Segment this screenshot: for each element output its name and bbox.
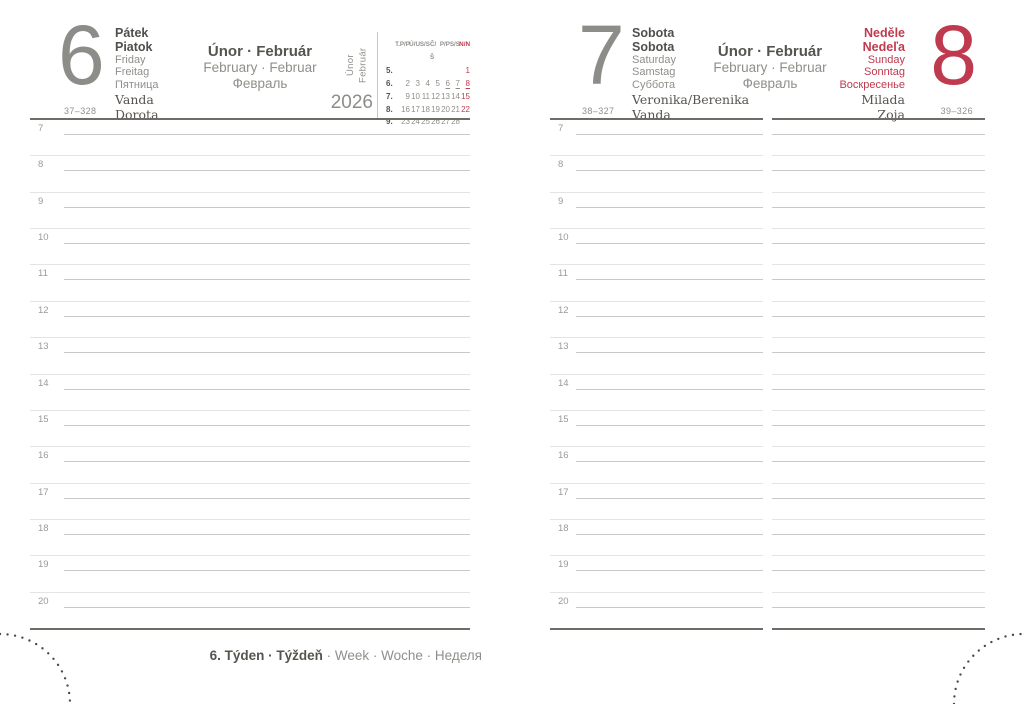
month-title-ru: Февраль (742, 76, 798, 91)
hour-label: 15 (38, 413, 49, 425)
hour-row (550, 265, 763, 301)
day-name-ru: Суббота (632, 78, 676, 91)
day-name-sk: Sobota (632, 39, 675, 54)
day-number-8: 8 (930, 8, 975, 102)
hour-label: 8 (558, 159, 564, 171)
hour-row (30, 120, 470, 156)
hour-line (772, 425, 985, 426)
day-name-en: Sunday (867, 54, 905, 66)
mini-cal-day: 25 (421, 117, 430, 127)
hour-label: 10 (558, 232, 569, 244)
week-label-bold: 6. Týden · Týždeň (209, 648, 323, 663)
day-name-de: Samstag (632, 66, 676, 79)
mini-cal-header-cell: Ú/U (409, 41, 420, 48)
mini-cal-header-cell: N/N (459, 41, 470, 48)
hour-row (772, 593, 985, 628)
hour-row (772, 520, 985, 556)
day-name-cs: Pátek (115, 26, 149, 40)
hour-line (64, 498, 470, 499)
name-day-2: Vanda (632, 107, 671, 123)
hour-line (576, 316, 763, 317)
hour-row (772, 120, 985, 156)
corner-perforation-left (0, 624, 80, 704)
hour-row (772, 375, 985, 411)
hour-label: 19 (558, 559, 569, 571)
mini-cal-day: 11 (421, 91, 430, 101)
hour-line (64, 352, 470, 353)
mini-cal-week-number: 5. (386, 65, 393, 75)
hour-label: 20 (38, 595, 49, 607)
hour-label: 7 (558, 123, 564, 134)
hour-line (64, 316, 470, 317)
mini-cal-day: 6 (445, 78, 450, 88)
sunday-names-block (839, 27, 905, 121)
name-day-2: Dorota (115, 107, 159, 123)
mini-cal-week-number: 6. (386, 78, 393, 88)
hour-label: 19 (38, 559, 49, 571)
hour-line (576, 534, 763, 535)
mini-cal-day: 9 (405, 91, 410, 101)
mini-cal-day: 18 (421, 104, 430, 114)
mini-cal-week-number: 7. (386, 91, 393, 101)
hour-row (30, 447, 470, 483)
mini-cal-day: 16 (401, 104, 410, 114)
hour-row (550, 338, 763, 374)
hour-row (550, 156, 763, 192)
hour-line (772, 389, 985, 390)
hour-row (550, 520, 763, 556)
hour-line (576, 207, 763, 208)
mini-cal-header-cell: P/P (439, 41, 450, 48)
day-of-year-code-8: 39–326 (940, 106, 973, 116)
hour-line (64, 170, 470, 171)
hour-line (772, 316, 985, 317)
day-name-ru: Воскресенье (839, 78, 905, 91)
hour-line (64, 134, 470, 135)
hour-row (30, 156, 470, 192)
hour-line (576, 134, 763, 135)
hour-label: 9 (38, 195, 44, 207)
hour-line (772, 570, 985, 571)
mini-cal-day: 28 (451, 117, 460, 127)
hour-label: 11 (558, 268, 568, 280)
hour-line (576, 498, 763, 499)
hour-line (64, 243, 470, 244)
hour-row (772, 556, 985, 592)
hour-row (30, 593, 470, 628)
mini-cal-day: 21 (451, 104, 460, 114)
hour-line (576, 607, 763, 608)
month-title (160, 43, 360, 92)
hour-line (772, 498, 985, 499)
hour-line (576, 279, 763, 280)
hour-label: 13 (38, 341, 49, 353)
hour-line (772, 279, 985, 280)
hour-label: 9 (558, 195, 564, 207)
hour-row (772, 156, 985, 192)
hour-line (772, 243, 985, 244)
mini-cal-week-number: 9. (386, 117, 393, 127)
mini-cal-day: 5 (435, 78, 440, 88)
hour-line (576, 243, 763, 244)
hour-row (550, 411, 763, 447)
hour-label: 10 (38, 232, 49, 244)
hour-row (772, 229, 985, 265)
hour-row (772, 302, 985, 338)
hour-line (772, 534, 985, 535)
day-name-en: Saturday (632, 54, 677, 66)
right-page-header (550, 8, 985, 123)
day-of-year-code-7: 38–327 (582, 106, 615, 116)
hour-line (576, 570, 763, 571)
hour-row (772, 484, 985, 520)
mini-cal-day: 4 (425, 78, 430, 88)
month-title-en-de: February · Februar (203, 60, 317, 75)
hour-row (550, 556, 763, 592)
hour-label: 14 (558, 377, 569, 389)
hour-label: 18 (38, 522, 49, 534)
mini-cal-header-cell: T. (395, 41, 400, 48)
mini-cal-day: 19 (431, 104, 440, 114)
mini-cal-day: 1 (465, 65, 470, 75)
hour-label: 7 (38, 123, 44, 134)
year-label: 2026 (330, 92, 373, 113)
hour-line (576, 425, 763, 426)
mini-cal-day: 15 (461, 91, 470, 101)
hour-line (772, 170, 985, 171)
hour-row (772, 411, 985, 447)
hour-line (64, 534, 470, 535)
hour-row (30, 229, 470, 265)
hour-row (550, 193, 763, 229)
hour-row (550, 375, 763, 411)
hour-row (30, 411, 470, 447)
month-title-ru: Февраль (232, 76, 288, 91)
mini-cal-day: 12 (431, 91, 440, 101)
sunday-hour-grid (772, 118, 985, 630)
hour-row (30, 265, 470, 301)
hour-line (772, 607, 985, 608)
day-name-de: Sonntag (864, 66, 905, 79)
left-page-header (30, 8, 470, 127)
hour-line (64, 207, 470, 208)
mini-cal-day: 14 (451, 91, 460, 101)
hour-row (30, 302, 470, 338)
hour-line (64, 607, 470, 608)
day-number-7: 7 (578, 8, 623, 102)
right-page (550, 8, 985, 632)
hour-row (550, 447, 763, 483)
mini-cal-day: 22 (461, 104, 470, 114)
mini-cal-header-cell: S/S (449, 41, 460, 48)
hour-line (576, 461, 763, 462)
mini-cal-week-number: 8. (386, 104, 393, 114)
mini-cal-day: 13 (441, 91, 450, 101)
hour-line (772, 207, 985, 208)
corner-perforation-right (944, 624, 1024, 704)
hour-row (772, 265, 985, 301)
hour-line (772, 134, 985, 135)
hour-label: 14 (38, 377, 49, 389)
hour-row (550, 593, 763, 628)
mini-cal-header-cell: P/P (399, 41, 410, 48)
day-name-de: Freitag (115, 66, 150, 79)
left-page-hour-grid (30, 118, 470, 630)
mini-cal-header-cell: Č/Š (430, 41, 437, 61)
hour-label: 17 (558, 486, 569, 498)
hour-label: 20 (558, 595, 569, 607)
hour-row (30, 520, 470, 556)
hour-label: 16 (38, 450, 49, 462)
hour-row (30, 338, 470, 374)
hour-label: 16 (558, 450, 569, 462)
hour-row (550, 229, 763, 265)
mini-cal-day: 26 (431, 117, 440, 127)
hour-line (576, 170, 763, 171)
day-name-ru: Пятница (115, 78, 159, 91)
hour-row (30, 556, 470, 592)
mini-cal-day: 23 (401, 117, 410, 127)
hour-row (30, 193, 470, 229)
hour-label: 17 (38, 486, 49, 498)
hour-row (30, 484, 470, 520)
hour-line (576, 389, 763, 390)
hour-label: 12 (38, 304, 49, 316)
side-month-rotated: Únor Február (345, 47, 369, 83)
hour-line (64, 279, 470, 280)
day-name-cs: Neděle (864, 26, 905, 40)
hour-row (550, 484, 763, 520)
calendar-divider (377, 32, 378, 118)
day-of-year-code: 37–328 (64, 106, 97, 116)
hour-row (772, 193, 985, 229)
mini-cal-day: 3 (415, 78, 420, 88)
month-title-cs-sk: Únor · Február (207, 43, 313, 60)
hour-row (772, 338, 985, 374)
day-number-6: 6 (58, 8, 103, 102)
week-label-rest: · Week · Woche · Неделя (322, 648, 482, 663)
day-name-cs: Sobota (632, 26, 675, 40)
hour-line (772, 461, 985, 462)
hour-line (772, 352, 985, 353)
mini-cal-day: 20 (441, 104, 450, 114)
mini-cal-day: 17 (411, 104, 420, 114)
hour-row (550, 302, 763, 338)
day-name-sk: Nedeľa (862, 39, 905, 54)
hour-line (576, 352, 763, 353)
hour-label: 12 (558, 304, 569, 316)
hour-row (550, 120, 763, 156)
month-title-en-de: February · Februar (713, 60, 827, 75)
day-names-block (115, 27, 159, 121)
saturday-hour-grid (550, 118, 763, 630)
hour-line (64, 425, 470, 426)
name-day-1: Veronika/Berenika (632, 92, 750, 108)
hour-label: 15 (558, 413, 569, 425)
mini-calendar (386, 39, 470, 129)
name-day-2: Zoja (877, 107, 905, 123)
mini-cal-day: 7 (455, 78, 460, 88)
left-page (30, 8, 470, 632)
day-name-en: Friday (115, 54, 146, 66)
mini-cal-day: 8 (465, 78, 470, 88)
name-day-1: Vanda (115, 92, 154, 108)
mini-cal-day: 27 (441, 117, 450, 127)
mini-cal-day: 24 (411, 117, 420, 127)
hour-label: 11 (38, 268, 48, 280)
mini-cal-day: 10 (411, 91, 420, 101)
hour-line (64, 570, 470, 571)
hour-label: 13 (558, 341, 569, 353)
month-title-cs-sk: Únor · Február (717, 43, 823, 60)
name-day-1: Milada (861, 92, 905, 108)
hour-label: 18 (558, 522, 569, 534)
mini-cal-header-cell: S/S (419, 41, 430, 48)
right-page-columns (550, 118, 985, 630)
hour-label: 8 (38, 159, 44, 171)
hour-row (30, 375, 470, 411)
day-name-sk: Piatok (115, 39, 153, 54)
hour-line (64, 389, 470, 390)
mini-cal-day: 2 (405, 78, 410, 88)
hour-line (64, 461, 470, 462)
hour-row (772, 447, 985, 483)
